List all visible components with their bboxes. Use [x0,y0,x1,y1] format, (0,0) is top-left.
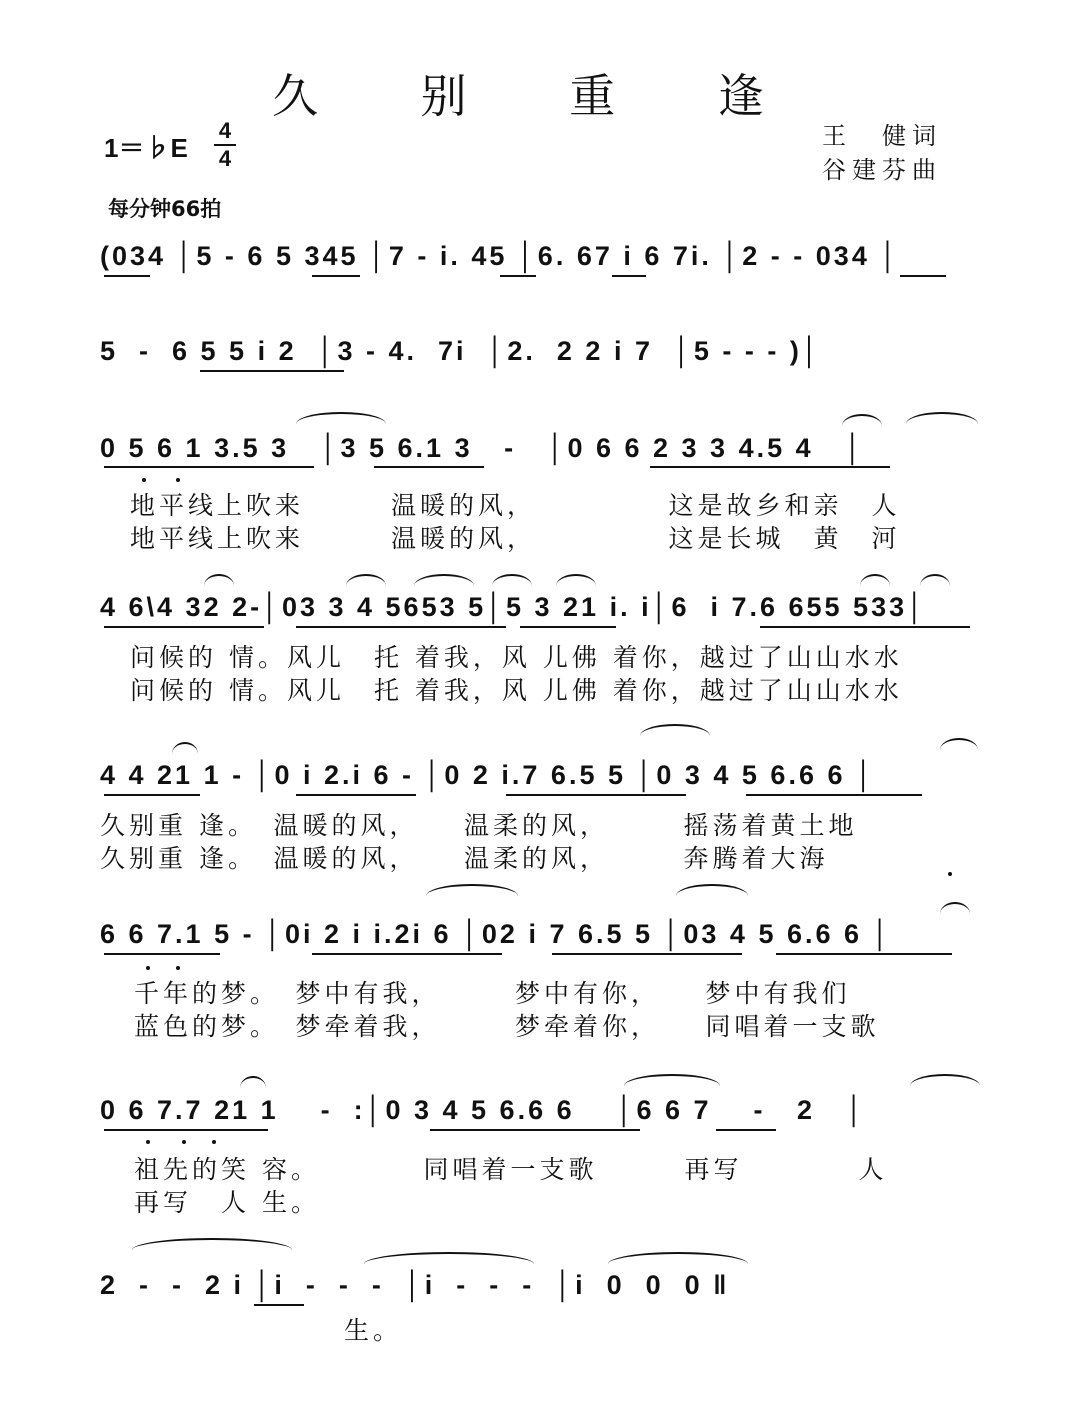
slur [640,724,710,736]
slur [132,1238,292,1250]
duration-underline [746,794,922,796]
duration-underline [312,275,360,277]
notation-line: 2 - - 2 i │i - - - │i - - - │i 0 0 0 ‖ [100,1270,730,1300]
slur [906,412,978,424]
slur [172,742,198,754]
octave-dot [176,966,180,970]
duration-underline [760,626,970,628]
slur [296,412,386,424]
slur [920,574,950,586]
notation-line: 0 6 7.7 21 1 - :│0 3 4 5 6.6 6 │6 6 7 - 2 │ [100,1095,867,1125]
duration-underline [716,1129,776,1131]
octave-dot [176,478,180,482]
slur [860,574,890,586]
slur [842,414,882,426]
lyric-line: 地平线上吹来 温暖的风， 这是长城 黄 河 [130,524,901,553]
duration-underline [500,275,536,277]
duration-underline [374,466,484,468]
octave-dot [146,966,150,970]
song-title: 久 别 重 逢 [272,69,808,123]
lyric-line: 问候的 情。风儿 托 着我，风 儿佛 着你，越过了山山水水 [130,676,903,705]
duration-underline [612,275,646,277]
duration-underline [312,953,502,955]
slur [940,738,978,750]
lyric-line: 地平线上吹来 温暖的风， 这是故乡和亲 人 [130,491,901,520]
lyric-line: 祖先的笑 容。 同唱着一支歌 再写 人 [134,1155,888,1184]
lyric-line: 久别重 逢。 温暖的风， 温柔的风， 奔腾着大海 [100,844,829,873]
notation-line: 4 4 21 1 - │0 i 2.i 6 - │0 2 i.7 6.5 5 │0 3 4 5 6.6 6 │ [100,760,876,790]
lyricist-credit: 王 健词 [822,122,942,150]
lyric-line: 久别重 逢。 温暖的风， 温柔的风， 摇荡着黄土地 [100,811,858,840]
duration-underline [776,953,952,955]
octave-dot [182,1140,186,1144]
octave-dot [142,478,146,482]
slur [624,1074,720,1086]
slur [608,1252,748,1264]
meter-bottom: 4 [218,146,232,171]
duration-underline [104,275,150,277]
duration-underline [296,626,506,628]
lyric-line: 千年的梦。 梦中有我， 梦中有你， 梦中有我们 [134,979,851,1008]
time-signature [214,120,236,170]
lyric-line: 蓝色的梦。 梦牵着我， 梦牵着你， 同唱着一支歌 [134,1012,880,1041]
duration-underline [104,794,200,796]
notation-line: 0 5 6 1 3.5 3 │3 5 6.1 3 - │0 6 6 2 3 3 4.5 4 │ [100,433,865,463]
slur [676,884,748,896]
slur [910,1074,980,1086]
slur [492,574,532,586]
slur [426,884,518,896]
duration-underline [650,466,890,468]
slur [346,574,386,586]
duration-underline [200,370,344,372]
octave-dot [948,872,952,876]
slur [940,902,970,914]
lyric-line: 问候的 情。风儿 托 着我，风 儿佛 着你，越过了山山水水 [130,643,903,672]
notation-line: 4 6\4 32 2-│03 3 4 5653 5│5 3 21 i. i│6 i 7.6 655 533│ [100,592,927,622]
slur [364,1252,534,1264]
octave-dot [146,1140,150,1144]
lyric-line: 再写 人 生。 [134,1188,320,1217]
duration-underline [104,626,264,628]
duration-underline [430,1129,640,1131]
notation-line: 6 6 7.1 5 - │0i 2 i i.2i 6 │02 i 7 6.5 5 │03 4 5 6.6 6 │ [100,919,893,949]
duration-underline [254,1304,304,1306]
lyric-line: 生。 [344,1316,403,1345]
slur [240,1076,266,1088]
octave-dot [212,1140,216,1144]
duration-underline [900,275,946,277]
duration-underline [104,953,220,955]
composer-credit: 谷建芬曲 [822,156,942,184]
slur [414,574,474,586]
slur [556,574,596,586]
duration-underline [506,794,686,796]
tempo-marking: 每分钟66拍 [108,197,222,221]
notation-line: (034 │5 - 6 5 345 │7 - i. 45 │6. 67 i 6 7i. │2 - - 034 │ [100,241,901,271]
duration-underline [104,466,314,468]
duration-underline [520,626,616,628]
slur [204,574,234,586]
notation-line: 5 - 6 5 5 i 2 │3 - 4. 7i │2. 2 2 i 7 │5 - - - )│ [100,336,822,366]
meter-top: 4 [218,118,232,143]
duration-underline [296,794,416,796]
duration-underline [104,1129,268,1131]
key-signature: 1＝♭E [104,133,188,163]
duration-underline [552,953,742,955]
